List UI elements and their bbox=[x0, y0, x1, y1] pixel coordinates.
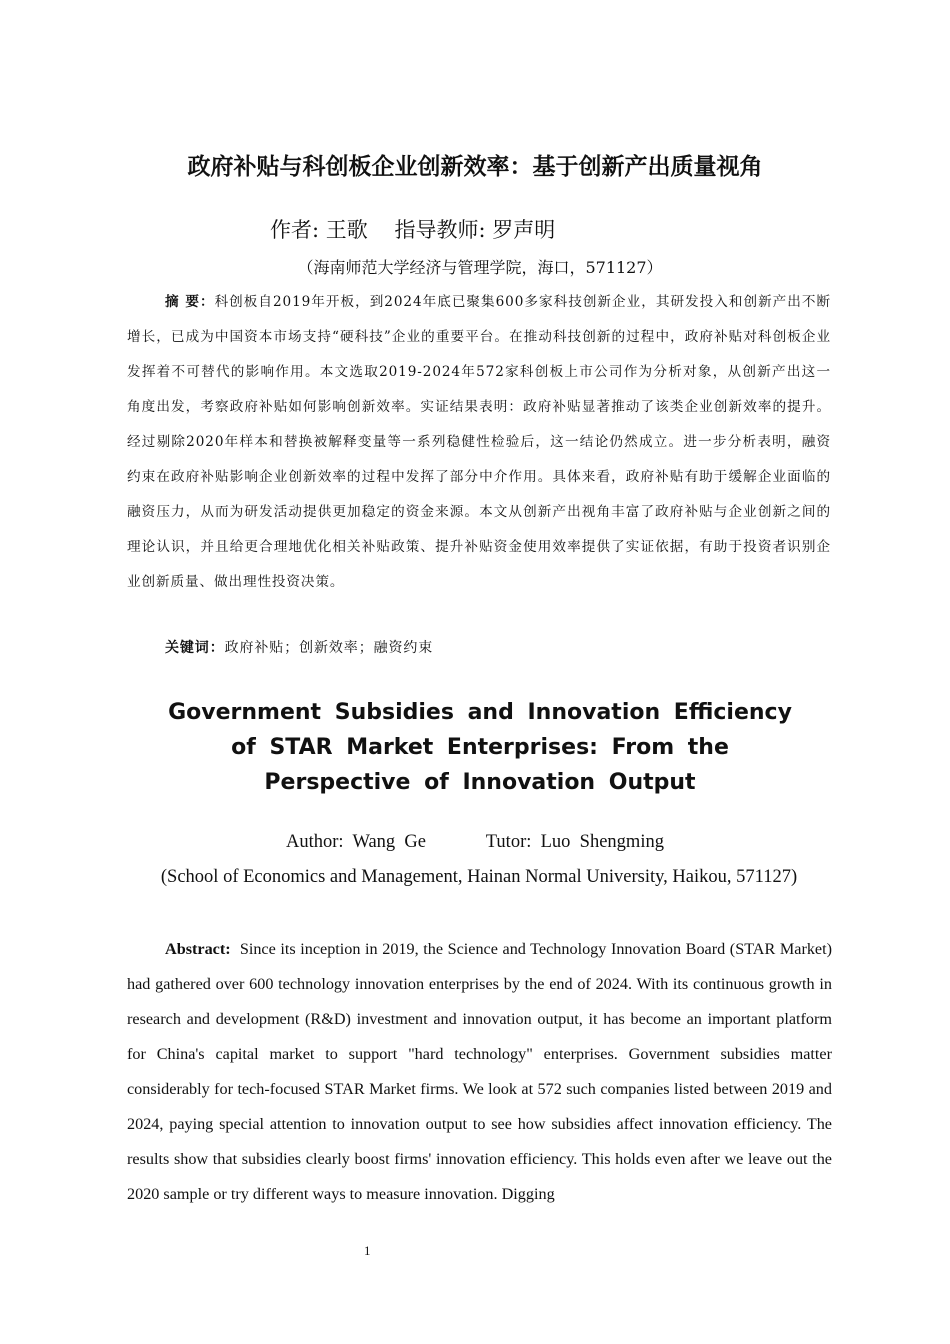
chinese-abstract-label: 摘 要： bbox=[165, 294, 215, 310]
chinese-abstract bbox=[127, 285, 831, 600]
english-abstract-label: Abstract: bbox=[165, 940, 231, 958]
chinese-authors: 作者: 王歌 指导教师: 罗声明 bbox=[270, 218, 556, 242]
chinese-title: 政府补贴与科创板企业创新效率：基于创新产出质量视角 bbox=[187, 154, 763, 180]
chinese-abstract-text: 科创板自2019年开板，到2024年底已聚集600多家科技创新企业，其研发投入和创新产出不断增长，已成为中国资本市场支持“硬科技”企业的重要平台。在推动科技创新的过程中，政府补贴对科创板企业发挥着不可替代的影响作用。本文选取2019-2024年572家科创板上市公司作为分析对象，从创新产出这一角度出发，考察政府补贴如何影响创新效率。实证结果表明：政府补贴显著推动了该类企业创新效率的提升。经过剔除2020年样本和替换被解释变量等一系列稳健性检验后，这一结论仍然成立。进一步分析表明，融资约束在政府补贴影响企业创新效率的过程中发挥了部分中介作用。具体来看，政府补贴有助于缓解企业面临的融资压力，从而为研发活动提供更加稳定的资金来源。本文从创新产出视角丰富了政府补贴与企业创新之间的理论认识，并且给更合理地优化相关补贴政策、提升补贴资金使用效率提供了实证依据，有助于投资者识别企业创新质量、做出理性投资决策。 bbox=[127, 294, 831, 590]
english-affiliation: (School of Economics and Management, Hainan Normal University, Haikou, 571127) bbox=[160, 867, 798, 887]
english-authors: Author: Wang Ge Tutor: Luo Shengming bbox=[286, 832, 664, 852]
chinese-affiliation: （海南师范大学经济与管理学院，海口，571127） bbox=[297, 258, 663, 277]
english-abstract bbox=[127, 932, 832, 1212]
chinese-keywords-label: 关键词： bbox=[165, 640, 225, 656]
chinese-keywords bbox=[165, 637, 825, 657]
english-title: Government Subsidies and Innovation Efficiency of STAR Market Enterprises: From the Perspective of Innovation Output bbox=[168, 700, 792, 795]
page-number: 1 bbox=[364, 1243, 371, 1258]
chinese-keywords-text: 政府补贴；创新效率；融资约束 bbox=[224, 640, 434, 656]
english-abstract-text: Since its inception in 2019, the Science and Technology Innovation Board (STAR Market) had gathered over 600 technology innovation enterprises by the end of 2024. With its continuous growth in research and development (R&D) investment and innovation output, it has become an important platform for China's capital market to support "hard technology" enterprises. Government subsidies matter considerably for tech-focused STAR Market firms. We look at 572 such companies listed between 2019 and 2024, paying special attention to innovation output to see how subsidies affect innovation efficiency. The results show that subsidies clearly boost firms' innovation efficiency. This holds even after we leave out the 2020 sample or try different ways to measure innovation. Digging bbox=[127, 940, 832, 1203]
